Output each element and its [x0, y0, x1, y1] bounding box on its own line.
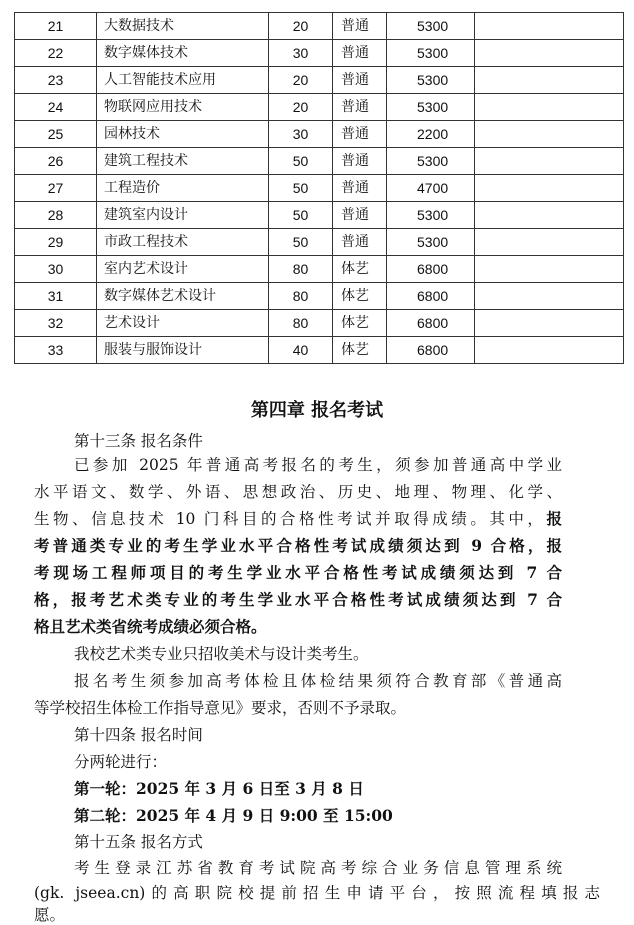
tuition-cell: 5300	[387, 40, 475, 67]
note-cell	[475, 13, 624, 40]
para-1-line-7: 格且艺术类省统考成绩必须合格。	[34, 617, 267, 636]
para-1-line-3-text: 生物、信息技术 10 门科目的合格性考试并取得成绩。其中，	[34, 510, 547, 528]
major-name-cell: 室内艺术设计	[97, 256, 269, 283]
table-row	[15, 121, 624, 148]
major-name-cell: 建筑室内设计	[97, 202, 269, 229]
table-row	[15, 202, 624, 229]
majors-table	[14, 12, 624, 364]
table-row	[15, 67, 624, 94]
row-number-cell: 30	[15, 256, 97, 283]
plan-count-cell: 80	[269, 256, 333, 283]
para-1-line-6: 格，报考艺术类专业的考生学业水平合格性考试成绩须达到 7 合	[34, 590, 562, 609]
plan-count-cell: 40	[269, 337, 333, 364]
tuition-cell: 5300	[387, 229, 475, 256]
major-name-cell: 数字媒体技术	[97, 40, 269, 67]
category-cell: 普通	[333, 67, 387, 94]
category-cell: 体艺	[333, 337, 387, 364]
category-cell: 普通	[333, 175, 387, 202]
rounds-intro: 分两轮进行：	[74, 753, 168, 771]
tuition-cell: 6800	[387, 256, 475, 283]
para-4-line-3: 愿。	[34, 906, 66, 924]
tuition-cell: 6800	[387, 337, 475, 364]
article-13-heading: 第十三条 报名条件	[74, 432, 203, 450]
para-3-line-2: 等学校招生体检工作指导意见》要求，否则不予录取。	[34, 699, 407, 717]
major-name-cell: 园林技术	[97, 121, 269, 148]
tuition-cell: 5300	[387, 13, 475, 40]
table-row	[15, 310, 624, 337]
major-name-cell: 大数据技术	[97, 13, 269, 40]
major-name-cell: 市政工程技术	[97, 229, 269, 256]
row-number-cell: 33	[15, 337, 97, 364]
tuition-cell: 6800	[387, 310, 475, 337]
para-1-line-5: 考现场工程师项目的考生学业水平合格性考试成绩须达到 7 合	[34, 563, 562, 582]
note-cell	[475, 283, 624, 310]
major-name-cell: 物联网应用技术	[97, 94, 269, 121]
row-number-cell: 26	[15, 148, 97, 175]
tuition-cell: 5300	[387, 202, 475, 229]
major-name-cell: 人工智能技术应用	[97, 67, 269, 94]
para-1-line-3	[34, 509, 562, 529]
note-cell	[475, 121, 624, 148]
note-cell	[475, 148, 624, 175]
row-number-cell: 25	[15, 121, 97, 148]
note-cell	[475, 175, 624, 202]
plan-count-cell: 20	[269, 13, 333, 40]
article-15-heading: 第十五条 报名方式	[74, 833, 203, 851]
row-number-cell: 21	[15, 13, 97, 40]
tuition-cell: 5300	[387, 67, 475, 94]
tuition-cell: 5300	[387, 148, 475, 175]
plan-count-cell: 30	[269, 40, 333, 67]
para-1-line-3-bold: 报	[546, 509, 562, 528]
note-cell	[475, 40, 624, 67]
note-cell	[475, 67, 624, 94]
tuition-cell: 5300	[387, 94, 475, 121]
major-name-cell: 数字媒体艺术设计	[97, 283, 269, 310]
table-row	[15, 175, 624, 202]
row-number-cell: 23	[15, 67, 97, 94]
para-3-line-1: 报名考生须参加高考体检且体检结果须符合教育部《普通高	[74, 672, 562, 690]
plan-count-cell: 80	[269, 310, 333, 337]
plan-count-cell: 50	[269, 202, 333, 229]
chapter-title: 第四章 报名考试	[250, 400, 384, 421]
major-name-cell: 工程造价	[97, 175, 269, 202]
note-cell	[475, 202, 624, 229]
para-2: 我校艺术类专业只招收美术与设计类考生。	[74, 645, 369, 663]
major-name-cell: 艺术设计	[97, 310, 269, 337]
row-number-cell: 27	[15, 175, 97, 202]
category-cell: 普通	[333, 13, 387, 40]
plan-count-cell: 50	[269, 148, 333, 175]
row-number-cell: 31	[15, 283, 97, 310]
para-1-line-4: 考普通类专业的考生学业水平合格性考试成绩须达到 9 合格，报	[34, 536, 562, 555]
category-cell: 普通	[333, 229, 387, 256]
category-cell: 体艺	[333, 283, 387, 310]
row-number-cell: 28	[15, 202, 97, 229]
category-cell: 普通	[333, 40, 387, 67]
plan-count-cell: 80	[269, 283, 333, 310]
tuition-cell: 6800	[387, 283, 475, 310]
category-cell: 普通	[333, 121, 387, 148]
tuition-cell: 2200	[387, 121, 475, 148]
table-row	[15, 256, 624, 283]
table-row	[15, 94, 624, 121]
row-number-cell: 22	[15, 40, 97, 67]
row-number-cell: 24	[15, 94, 97, 121]
plan-count-cell: 50	[269, 175, 333, 202]
note-cell	[475, 94, 624, 121]
table-row	[15, 13, 624, 40]
plan-count-cell: 20	[269, 67, 333, 94]
category-cell: 体艺	[333, 310, 387, 337]
table-row	[15, 40, 624, 67]
category-cell: 体艺	[333, 256, 387, 283]
note-cell	[475, 256, 624, 283]
note-cell	[475, 310, 624, 337]
table-row	[15, 283, 624, 310]
para-1-line-1: 已参加 2025 年普通高考报名的考生，须参加普通高中学业	[74, 456, 562, 474]
note-cell	[475, 229, 624, 256]
round-1: 第一轮：2025 年 3 月 6 日至 3 月 8 日	[74, 779, 364, 798]
category-cell: 普通	[333, 94, 387, 121]
table-row	[15, 229, 624, 256]
major-name-cell: 建筑工程技术	[97, 148, 269, 175]
category-cell: 普通	[333, 202, 387, 229]
tuition-cell: 4700	[387, 175, 475, 202]
para-4-line-1: 考生登录江苏省教育考试院高考综合业务信息管理系统	[74, 859, 562, 877]
table-row	[15, 337, 624, 364]
para-1-line-2: 水平语文、数学、外语、思想政治、历史、地理、物理、化学、	[34, 483, 562, 501]
plan-count-cell: 50	[269, 229, 333, 256]
round-2: 第二轮：2025 年 4 月 9 日 9:00 至 15:00	[74, 806, 393, 825]
note-cell	[475, 337, 624, 364]
row-number-cell: 32	[15, 310, 97, 337]
major-name-cell: 服装与服饰设计	[97, 337, 269, 364]
category-cell: 普通	[333, 148, 387, 175]
majors-table-body	[15, 13, 624, 364]
plan-count-cell: 30	[269, 121, 333, 148]
table-row	[15, 148, 624, 175]
plan-count-cell: 20	[269, 94, 333, 121]
para-4-line-2: (gk. jseea.cn)的高职院校提前招生申请平台，按照流程填报志	[34, 884, 600, 902]
row-number-cell: 29	[15, 229, 97, 256]
article-14-heading: 第十四条 报名时间	[74, 726, 203, 744]
